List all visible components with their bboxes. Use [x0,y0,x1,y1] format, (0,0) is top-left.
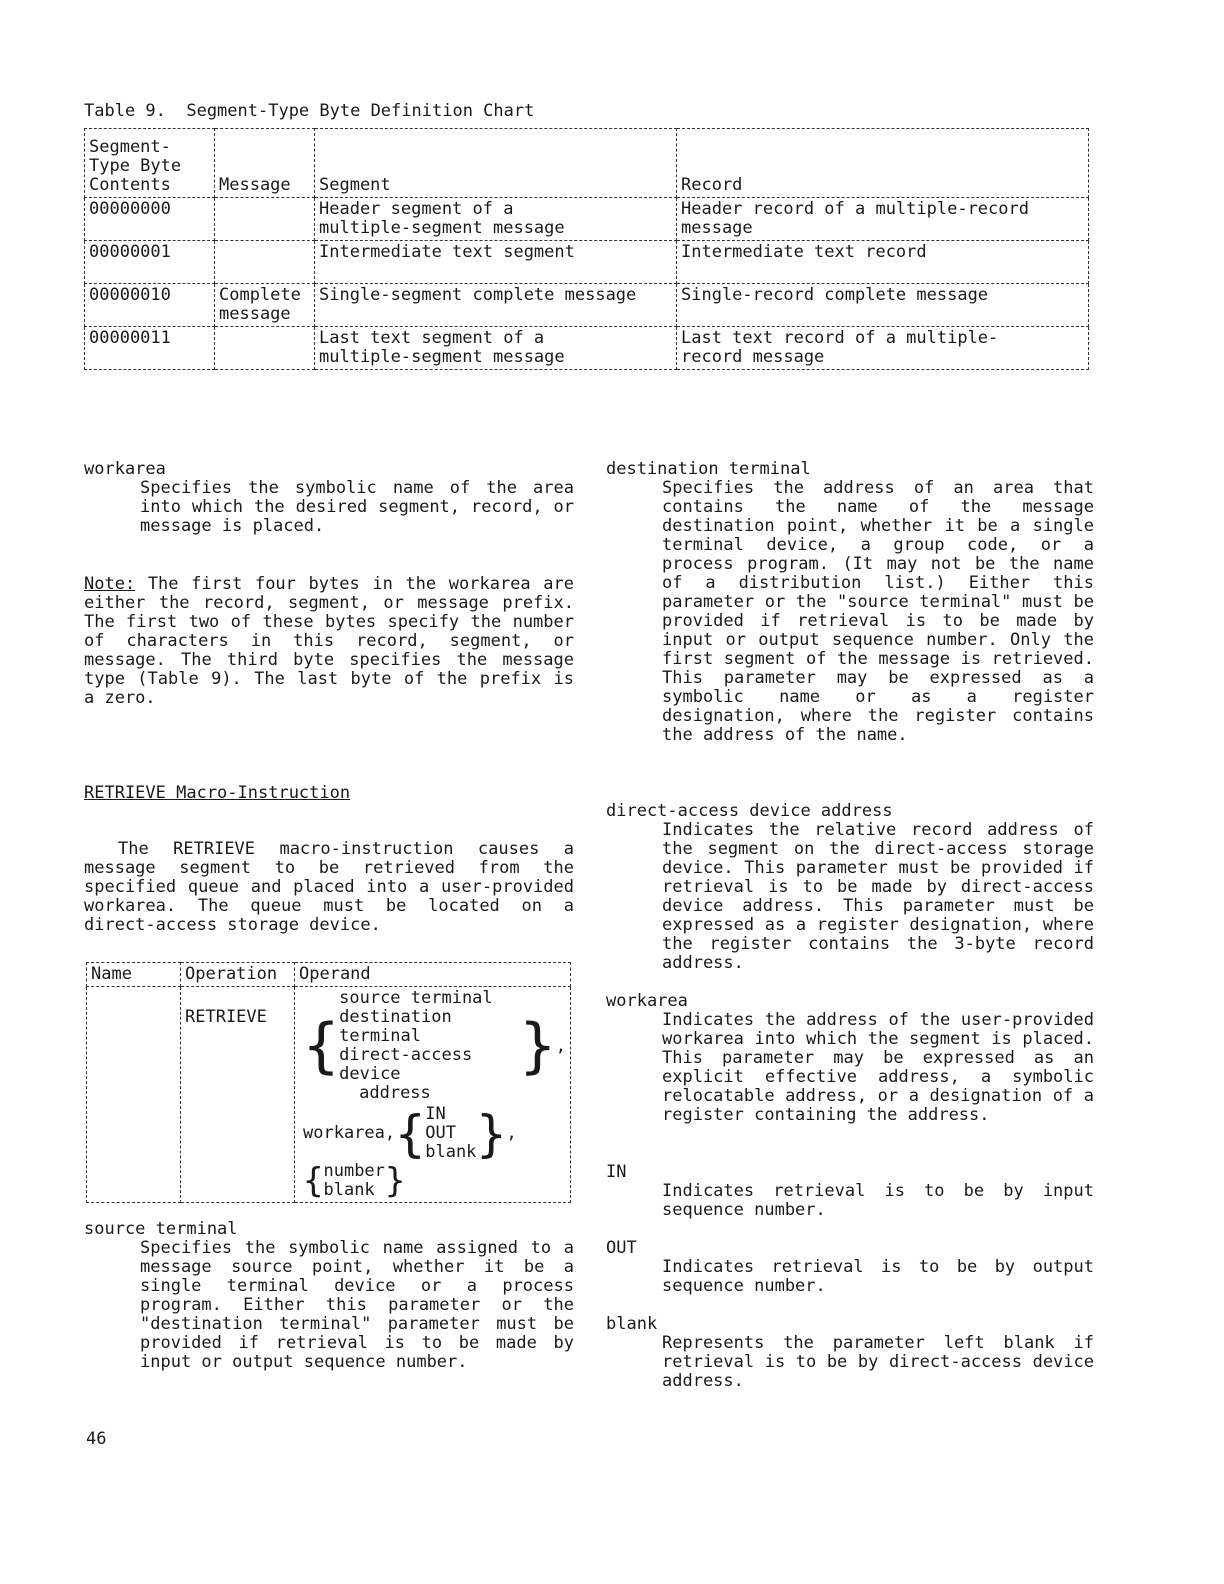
format-operation-cell [181,987,295,1203]
table-cell: Intermediate text segment [315,241,677,284]
term-in: IN [606,1162,627,1182]
term-source-terminal: source terminal [84,1219,238,1239]
table-row [85,327,1089,370]
term-destination-terminal: destination terminal [606,459,811,479]
operand-option: direct-access device [339,1045,473,1084]
header-cell: Segment [315,129,677,198]
page-number: 46 [86,1429,107,1449]
left-brace-icon: { [395,1104,426,1163]
desc-direct-access: Indicates the relative record address of the segment on the direct-access storage device. This parameter must be provided if retrieval is to be made by direct-access device address. This parameter must be expressed as a register designation, where the register contains the 3-byte record address. [662,820,1094,973]
table-cell: Intermediate text record [677,241,1089,284]
term-blank: blank [606,1314,658,1334]
source-terminal-entry [84,1220,574,1372]
right-brace-icon: } [476,1104,507,1163]
table-cell: 00000001 [85,241,215,284]
table-row [85,198,1089,241]
out-entry [606,1239,1096,1296]
desc-destination-terminal: Specifies the address of an area that contains the name of the message destination point, whether it be a single terminal device, a group code, or a process program. (It may not be the name of a distribution list.) Either this parameter or the "source terminal" must be provided if retrieval is to be made by input or output sequence number. Only the first segment of the message is retrieved. This parameter may be expressed as a symbolic name or as a register designation, where the register contains the address of the name. [662,478,1094,745]
table-cell: Single-record complete message [677,284,1089,327]
desc-workarea: Specifies the symbolic name of the area into which the desired segment, record, or message is placed. [140,478,574,536]
right-brace-icon: } [519,1011,556,1081]
note-paragraph [84,575,574,708]
table-cell: 00000011 [85,327,215,370]
left-column [84,460,574,536]
header-cell: Record [677,129,1089,198]
desc-in: Indicates retrieval is to be by input sequence number. [662,1181,1094,1220]
workarea-operand: workarea, [303,1123,396,1143]
operand-option: destination terminal [339,1007,452,1046]
header-cell: Segment- Type Byte Contents [85,129,215,198]
desc-blank: Represents the parameter left blank if retrieval is to be by direct-access device address. [662,1333,1094,1391]
table-cell: 00000010 [85,284,215,327]
right-brace-icon: } [384,1161,406,1201]
format-header-name: Name [87,963,181,987]
format-name-cell [87,987,181,1203]
left-brace-icon: { [303,1161,324,1201]
format-row [87,987,571,1203]
table-cell: Last text segment of a multiple-segment message [315,327,677,370]
term-out: OUT [606,1238,637,1258]
term-workarea: workarea [84,459,166,479]
section-heading: RETRIEVE Macro-Instruction [84,783,351,803]
note-text: The first four bytes in the workarea are either the record, segment, or message prefix. The first two of these bytes specify the number of characters in this record, segment, or message. The third byte specifies the message type (Table 9). The last byte of the prefix is a zero. [84,574,574,708]
table-cell: Single-segment complete message [315,284,677,327]
operand-option: source terminal [339,988,493,1008]
desc-out: Indicates retrieval is to be by output sequence number. [662,1257,1094,1296]
operation-value: RETRIEVE [185,1007,267,1027]
header-cell: Message [215,129,315,198]
operand-option: blank [323,1180,375,1200]
format-operand-cell: { source terminal destination terminal direct-access device address } , workarea, { IN OUT blank } , { number blank } [295,987,571,1203]
desc-source-terminal: Specifies the symbolic name assigned to a message source point, whether it be a single terminal device or a process program. Either this parameter or the "destination terminal" parameter must be provided if retrieval is to be made by input or output sequence number. [140,1238,574,1372]
table-cell [215,198,315,241]
term-direct-access: direct-access device address [606,801,893,821]
table-cell [215,327,315,370]
left-brace-icon: { [303,1011,340,1081]
blank-entry [606,1315,1096,1391]
format-header-row [87,963,571,987]
table-cell: Complete message [215,284,315,327]
table-cell: 00000000 [85,198,215,241]
table-cell: Header record of a multiple-record message [677,198,1089,241]
operand-option: number [323,1161,385,1181]
operand-option: OUT [425,1123,456,1143]
desc-workarea-right: Indicates the address of the user-provided workarea into which the segment is placed. This parameter may be expressed as an explicit effective address, a symbolic relocatable address, or a designation of a register containing the address. [662,1010,1094,1125]
section-paragraph: The RETRIEVE macro-instruction causes a message segment to be retrieved from the specified queue and placed into a user-provided workarea. The queue must be located on a direct-access storage device. [84,839,574,935]
format-header-operation: Operation [181,963,295,987]
direct-access-entry [606,802,1096,973]
table-header-row [85,129,1089,198]
workarea-entry [606,992,1096,1125]
format-header-operand: Operand [295,963,571,987]
table-cell: Last text record of a multiple- record message [677,327,1089,370]
operand-option: blank [425,1142,477,1162]
table-row [85,284,1089,327]
segment-type-table [84,128,1089,370]
note-label: Note: [84,574,136,594]
operand-option: IN [425,1104,446,1124]
destination-terminal-entry [606,460,1096,745]
table-cell: Header segment of a multiple-segment message [315,198,677,241]
term-workarea-right: workarea [606,991,688,1011]
table-cell [215,241,315,284]
macro-format-table [86,962,571,1203]
table-caption: Table 9. Segment-Type Byte Definition Chart [84,101,535,121]
operand-option: address [359,1083,431,1103]
in-entry [606,1163,1096,1220]
table-row [85,241,1089,284]
